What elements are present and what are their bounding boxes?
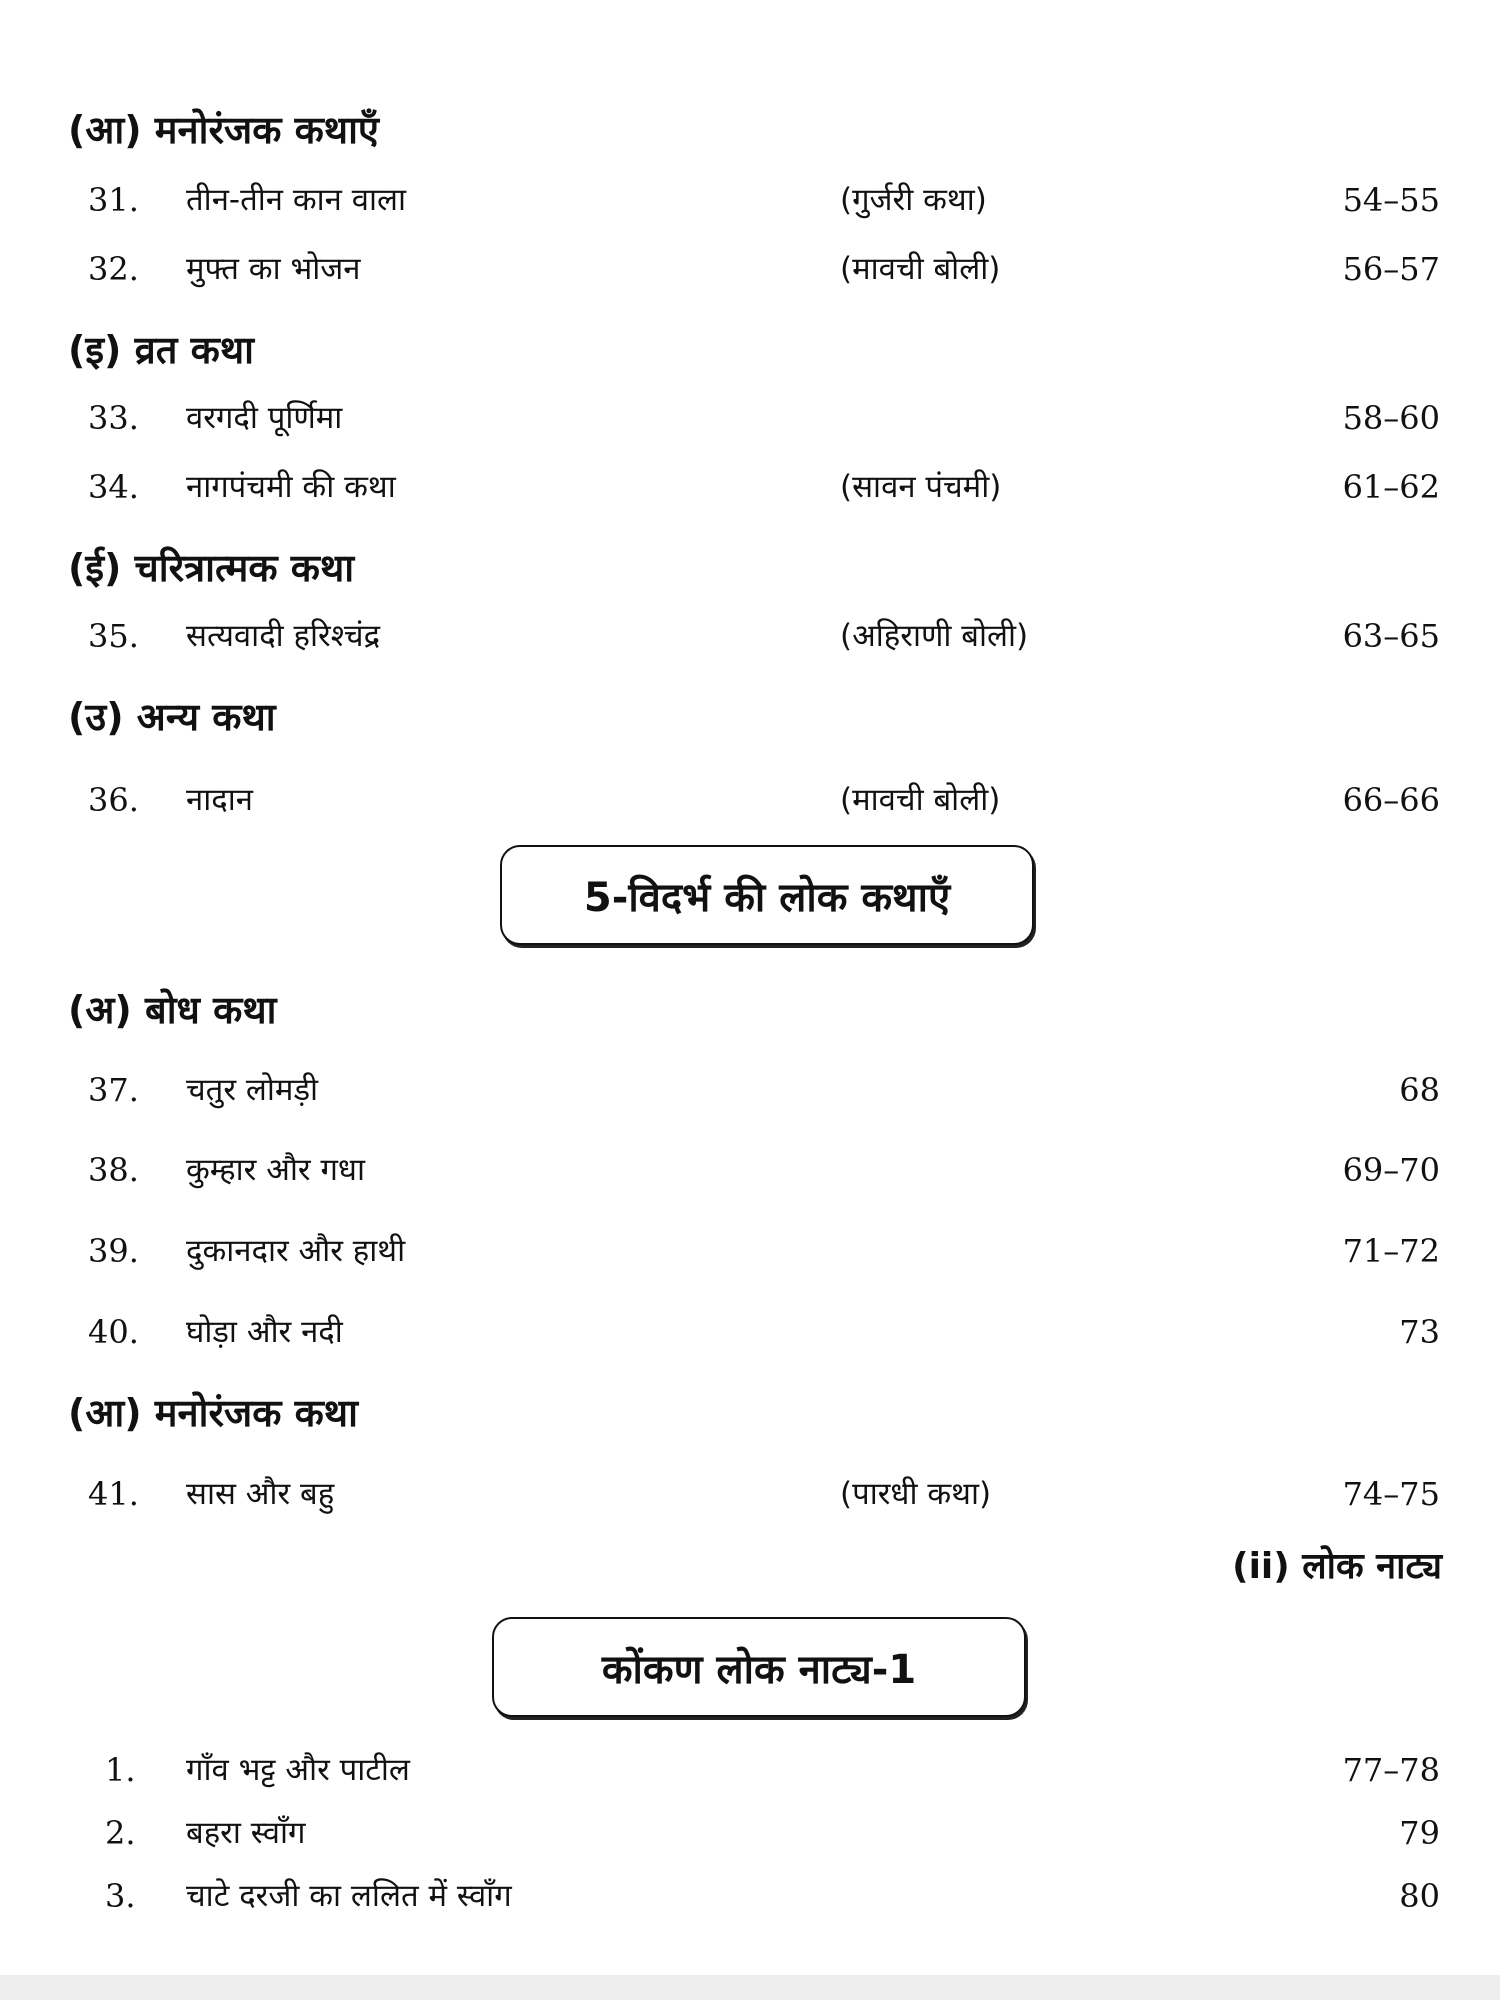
toc-row [0, 1745, 1500, 1795]
entry-dialect: (गुर्जरी कथा) [840, 182, 987, 218]
toc-row [0, 1065, 1500, 1115]
entry-number: 32. [88, 250, 139, 288]
entry-pages: 63–65 [1342, 617, 1440, 655]
section-heading-entertaining-story: (आ) मनोरंजक कथा [68, 1391, 358, 1435]
entry-dialect: (पारधी कथा) [840, 1476, 992, 1512]
entry-number: 38. [88, 1151, 139, 1189]
entry-number: 41. [88, 1475, 139, 1513]
entry-number: 36. [88, 781, 139, 819]
entry-dialect: (सावन पंचमी) [840, 469, 1002, 505]
toc-row [0, 175, 1500, 225]
entry-pages: 61–62 [1342, 468, 1440, 506]
section-heading-moral-story: (अ) बोध कथा [68, 988, 277, 1032]
section-heading-character-story: (ई) चरित्रात्मक कथा [68, 546, 355, 590]
entry-pages: 56–57 [1342, 250, 1440, 288]
entry-number: 35. [88, 617, 139, 655]
entry-title: गाँव भट्ट और पाटील [186, 1752, 410, 1788]
entry-title: घोड़ा और नदी [186, 1314, 343, 1350]
toc-row [0, 775, 1500, 825]
section-heading-vrat-katha: (इ) व्रत कथा [68, 328, 254, 372]
toc-row [0, 611, 1500, 661]
entry-pages: 79 [1399, 1814, 1440, 1852]
chapter-box-konkan: कोंकण लोक नाट्य-1 [492, 1617, 1026, 1717]
toc-row [0, 1871, 1500, 1921]
entry-title: सत्यवादी हरिश्चंद्र [186, 618, 381, 654]
entry-pages: 66–66 [1342, 781, 1440, 819]
entry-number: 40. [88, 1313, 139, 1351]
entry-title: सास और बहु [186, 1476, 335, 1512]
entry-dialect: (मावची बोली) [840, 782, 1001, 818]
page-bottom-edge [0, 1975, 1500, 2000]
entry-title: तीन-तीन कान वाला [186, 182, 407, 218]
entry-pages: 58–60 [1342, 399, 1440, 437]
entry-number: 3. [105, 1877, 136, 1915]
toc-row [0, 393, 1500, 443]
chapter-box-vidarbha: 5-विदर्भ की लोक कथाएँ [500, 845, 1034, 945]
entry-dialect: (मावची बोली) [840, 251, 1001, 287]
entry-pages: 71–72 [1342, 1232, 1440, 1270]
entry-number: 2. [105, 1814, 136, 1852]
entry-title: बहरा स्वाँग [186, 1815, 306, 1851]
entry-pages: 77–78 [1342, 1751, 1440, 1789]
entry-title: नागपंचमी की कथा [186, 469, 396, 505]
entry-number: 39. [88, 1232, 139, 1270]
entry-number: 37. [88, 1071, 139, 1109]
entry-title: कुम्हार और गधा [186, 1152, 365, 1188]
entry-title: वरगदी पूर्णिमा [186, 400, 343, 436]
section-heading-other-story: (उ) अन्य कथा [68, 695, 276, 739]
entry-number: 1. [105, 1751, 136, 1789]
entry-title: मुफ्त का भोजन [186, 251, 361, 287]
toc-row [0, 1808, 1500, 1858]
toc-row [0, 1469, 1500, 1519]
toc-row [0, 244, 1500, 294]
entry-pages: 73 [1399, 1313, 1440, 1351]
toc-row [0, 1145, 1500, 1195]
entry-number: 34. [88, 468, 139, 506]
entry-pages: 69–70 [1342, 1151, 1440, 1189]
entry-number: 31. [88, 181, 139, 219]
entry-title: चाटे दरजी का ललित में स्वाँग [186, 1878, 512, 1914]
entry-title: दुकानदार और हाथी [186, 1233, 406, 1269]
entry-dialect: (अहिराणी बोली) [840, 618, 1029, 654]
entry-pages: 54–55 [1342, 181, 1440, 219]
entry-number: 33. [88, 399, 139, 437]
toc-row [0, 1226, 1500, 1276]
toc-row [0, 462, 1500, 512]
toc-row [0, 1307, 1500, 1357]
entry-pages: 74–75 [1342, 1475, 1440, 1513]
entry-title: चतुर लोमड़ी [186, 1072, 319, 1108]
entry-pages: 80 [1399, 1877, 1440, 1915]
entry-pages: 68 [1399, 1071, 1440, 1109]
entry-title: नादान [186, 782, 253, 818]
section-heading-entertaining-stories: (आ) मनोरंजक कथाएँ [68, 108, 379, 152]
section-heading-folk-drama: (ii) लोक नाट्य [1232, 1546, 1442, 1587]
